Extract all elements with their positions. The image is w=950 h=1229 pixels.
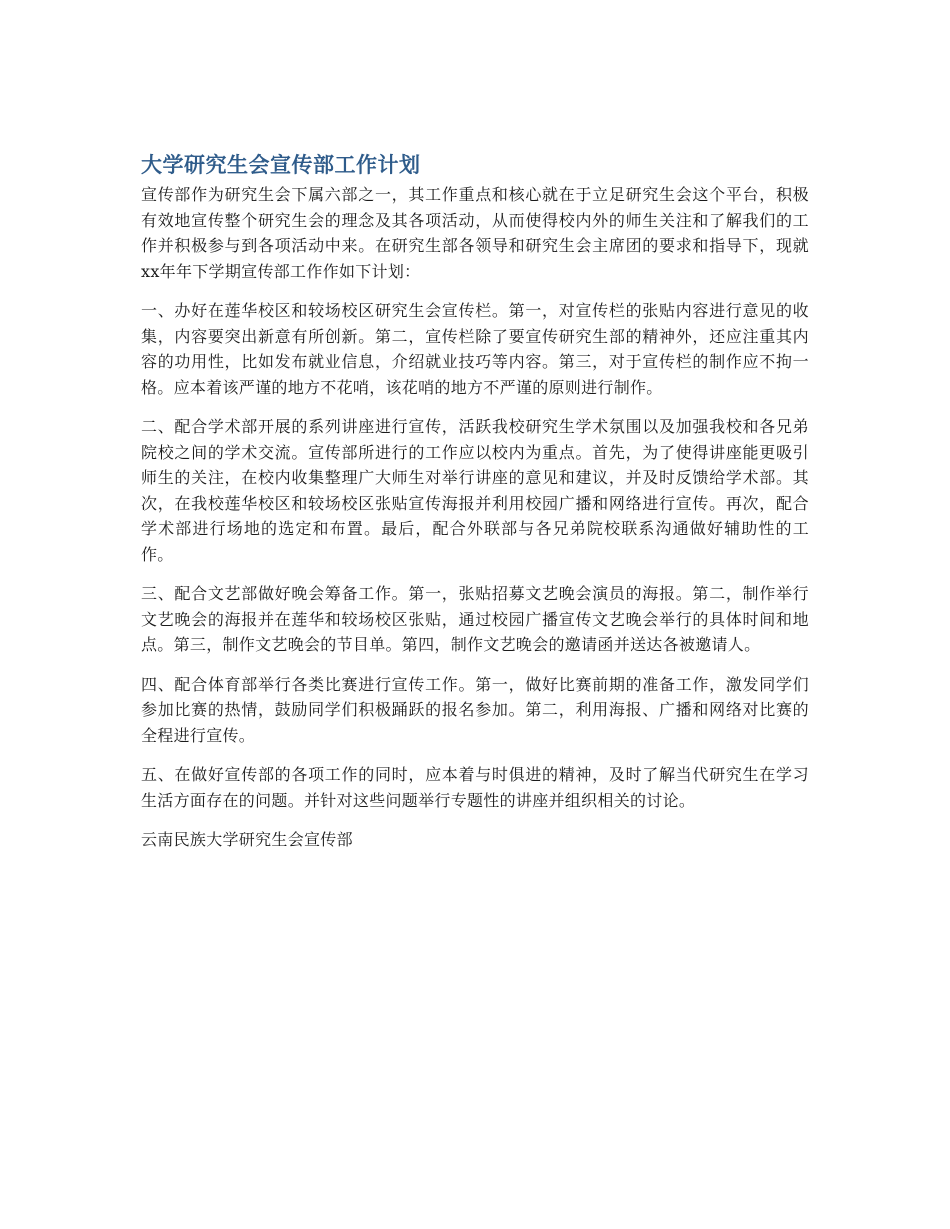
plan-item-4-paragraph: 四、配合体育部举行各类比赛进行宣传工作。第一，做好比赛前期的准备工作，激发同学们参加比赛的热情，鼓励同学们积极踊跃的报名参加。第二，利用海报、广播和网络对比赛的全程进行宣传。 bbox=[141, 674, 809, 745]
intro-paragraph: 宣传部作为研究生会下属六部之一，其工作重点和核心就在于立足研究生会这个平台，积极有效地宣传整个研究生会的理念及其各项活动，从而使得校内外的师生关注和了解我们的工作并积极参与到各项活动中来。在研究生部各领导和研究生会主席团的要求和指导下，现就xx年年下学期宣传部工作作如下计划： bbox=[141, 185, 809, 281]
plan-item-5-paragraph: 五、在做好宣传部的各项工作的同时，应本着与时俱进的精神，及时了解当代研究生在学习生活方面存在的问题。并针对这些问题举行专题性的讲座并组织相关的讨论。 bbox=[141, 765, 809, 810]
signature-line: 云南民族大学研究生会宣传部 bbox=[141, 830, 353, 849]
plan-item-1-paragraph: 一、办好在莲华校区和较场校区研究生会宣传栏。第一，对宣传栏的张贴内容进行意见的收集，内容要突出新意有所创新。第二，宣传栏除了要宣传研究生部的精神外，还应注重其内容的功用性，比如发布就业信息，介绍就业技巧等内容。第三，对于宣传栏的制作应不拘一格。应本着该严谨的地方不花哨，该花哨的地方不严谨的原则进行制作。 bbox=[141, 301, 809, 397]
plan-item-3-paragraph: 三、配合文艺部做好晚会筹备工作。第一，张贴招募文艺晚会演员的海报。第二，制作举行文艺晚会的海报并在莲华和较场校区张贴，通过校园广播宣传文艺晚会举行的具体时间和地点。第三，制作文艺晚会的节目单。第四，制作文艺晚会的邀请函并送达各被邀请人。 bbox=[141, 584, 809, 654]
document-title: 大学研究生会宣传部工作计划 bbox=[141, 153, 421, 177]
document-body bbox=[141, 150, 809, 853]
plan-item-2-paragraph: 二、配合学术部开展的系列讲座进行宣传，活跃我校研究生学术氛围以及加强我校和各兄弟院校之间的学术交流。宣传部所进行的工作应以校内为重点。首先，为了使得讲座能更吸引师生的关注，在校内收集整理广大师生对举行讲座的意见和建议，并及时反馈给学术部。其次，在我校莲华校区和较场校区张贴宣传海报并利用校园广播和网络进行宣传。再次，配合学术部进行场地的选定和布置。最后，配合外联部与各兄弟院校联系沟通做好辅助性的工作。 bbox=[141, 417, 809, 564]
